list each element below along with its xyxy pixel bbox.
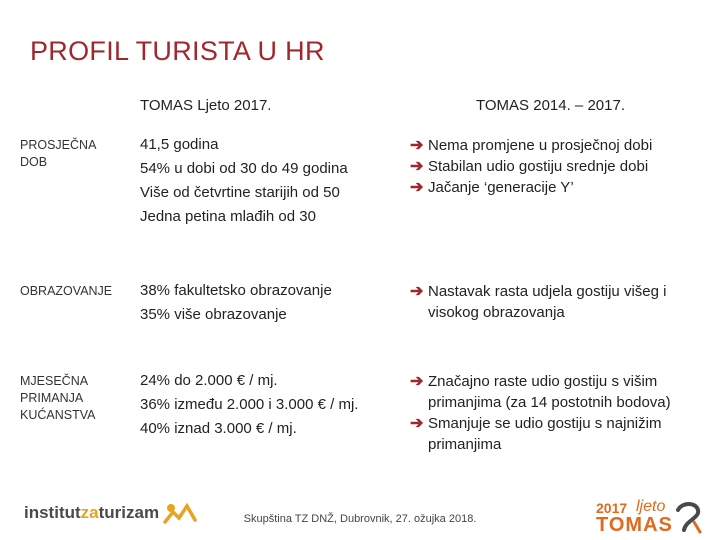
- value-line: 54% u dobi od 30 do 49 godina: [140, 160, 348, 177]
- trend-item: ➔ Značajno raste udio gostiju s višim primanjima (za 14 postotnih bodova): [410, 373, 671, 411]
- sun-swirl-icon: [674, 500, 704, 534]
- arrow-right-icon: ➔: [410, 415, 424, 432]
- row-trends-primanja: [410, 371, 710, 455]
- value-line: 24% do 2.000 € / mj.: [140, 372, 278, 389]
- arrow-right-icon: ➔: [410, 137, 424, 154]
- value-line: 40% iznad 3.000 € / mj.: [140, 420, 297, 437]
- trend-item: ➔ Smanjuje se udio gostiju s najnižim primanjima: [410, 415, 662, 453]
- column-header-tomas-2014-2017: TOMAS 2014. – 2017.: [476, 97, 625, 114]
- value-line: 35% više obrazovanje: [140, 306, 287, 323]
- arrow-right-icon: ➔: [410, 179, 424, 196]
- arrow-right-icon: ➔: [410, 373, 424, 390]
- value-line: 36% između 2.000 i 3.000 € / mj.: [140, 396, 359, 413]
- trend-item: ➔ Nema promjene u prosječnoj dobi: [410, 137, 653, 154]
- row-values-primanja: [140, 369, 390, 441]
- arrow-right-icon: ➔: [410, 283, 424, 300]
- row-trends-obrazovanje: [410, 281, 710, 323]
- value-line: 38% fakultetsko obrazovanje: [140, 282, 332, 299]
- value-line: Jedna petina mlađih od 30: [140, 208, 316, 225]
- value-line: 41,5 godina: [140, 136, 219, 153]
- value-line: Više od četvrtine starijih od 50: [140, 184, 340, 201]
- row-label-obrazovanje: OBRAZOVANJE: [20, 284, 113, 298]
- footer-note: Skupština TZ DNŽ, Dubrovnik, 27. ožujka 2018.: [243, 513, 477, 525]
- row-values-obrazovanje: [140, 279, 390, 327]
- row-trends-dob: [410, 135, 710, 198]
- row-label-primanja: MJESEČNA PRIMANJA KUĆANSTVA: [20, 374, 96, 422]
- row-label-dob: PROSJEČNA DOB: [20, 138, 96, 169]
- trend-item: ➔ Jačanje ‘generacije Y’: [410, 179, 574, 196]
- arrow-right-icon: ➔: [410, 158, 424, 175]
- trend-item: ➔ Nastavak rasta udjela gostiju višeg i visokog obrazovanja: [410, 283, 667, 321]
- row-values-dob: [140, 133, 390, 229]
- institut-za-turizam-logo: institut za turizam: [24, 502, 197, 524]
- page-title: PROFIL TURISTA U HR: [30, 36, 325, 66]
- column-header-tomas-2017: TOMAS Ljeto 2017.: [140, 97, 272, 114]
- tomas-ljeto-2017-logo: 2017 ljeto TOMAS: [596, 500, 706, 536]
- trend-item: ➔ Stabilan udio gostiju srednje dobi: [410, 158, 649, 175]
